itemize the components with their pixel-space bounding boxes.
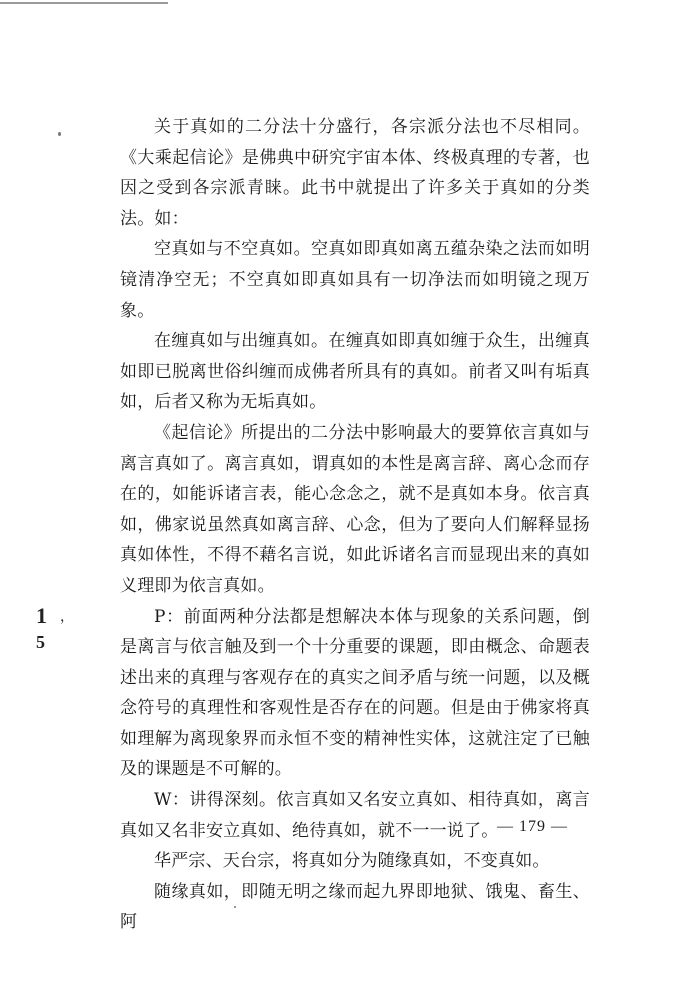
- page-body-text: [120, 112, 590, 938]
- margin-handwritten-mark: ，: [60, 610, 74, 625]
- paragraph: 空真如与不空真如。空真如即真如离五蕴杂染之法而如明镜清净空无；不空真如即真如具有一切净法而如明镜之现万象。: [120, 239, 590, 321]
- paragraph: 随缘真如，即随无明之缘而起九界即地狱、饿鬼、畜生、阿: [120, 881, 590, 933]
- paragraph: W：讲得深刻。依言真如又名安立真如、相待真如，离言真如又名非安立真如、绝待真如，就不一一说了。: [120, 790, 590, 841]
- top-border-line: [0, 2, 168, 4]
- scan-speck: [58, 132, 61, 136]
- paragraph: 在缠真如与出缠真如。在缠真如即真如缠于众生，出缠真如即已脱离世俗纠缠而成佛者所具有的真如。前者又叫有垢真如，后者又称为无垢真如。: [120, 331, 590, 413]
- page-number: — 179 —: [497, 818, 568, 835]
- margin-handwritten-mark: 1: [36, 603, 47, 628]
- margin-handwritten-mark: 5: [36, 632, 45, 652]
- paragraph: 华严宗、天台宗，将真如分为随缘真如，不变真如。: [154, 851, 550, 872]
- paragraph: 《起信论》所提出的二分法中影响最大的要算依言真如与离言真如了。离言真如，谓真如的本性是离言辞、离心念而存在的，如能诉诸言表，能心念念之，就不是真如本身。依言真如，佛家说虽然真如离言辞、心念，但为了要向人们解释显扬真如体性，不得不藉名言说，如此诉诸名言而显现出来的真如义理即为依言真如。: [120, 422, 590, 596]
- paragraph: 关于真如的二分法十分盛行，各宗派分法也不尽相同。《大乘起信论》是佛典中研究宇宙本体、终极真理的专著，也因之受到各宗派青睐。此书中就提出了许多关于真如的分类法。如：: [120, 117, 590, 229]
- paragraph: P：前面两种分法都是想解决本体与现象的关系问题，倒是离言与依言触及到一个十分重要的课题，即由概念、命题表述出来的真理与客观存在的真实之间矛盾与统一问题，以及概念符号的真理性和客观性是否存在的问题。但是由于佛家将真如理解为离现象界而永恒不变的精神性实体，这就注定了已触及的课题是不可解的。: [120, 606, 590, 780]
